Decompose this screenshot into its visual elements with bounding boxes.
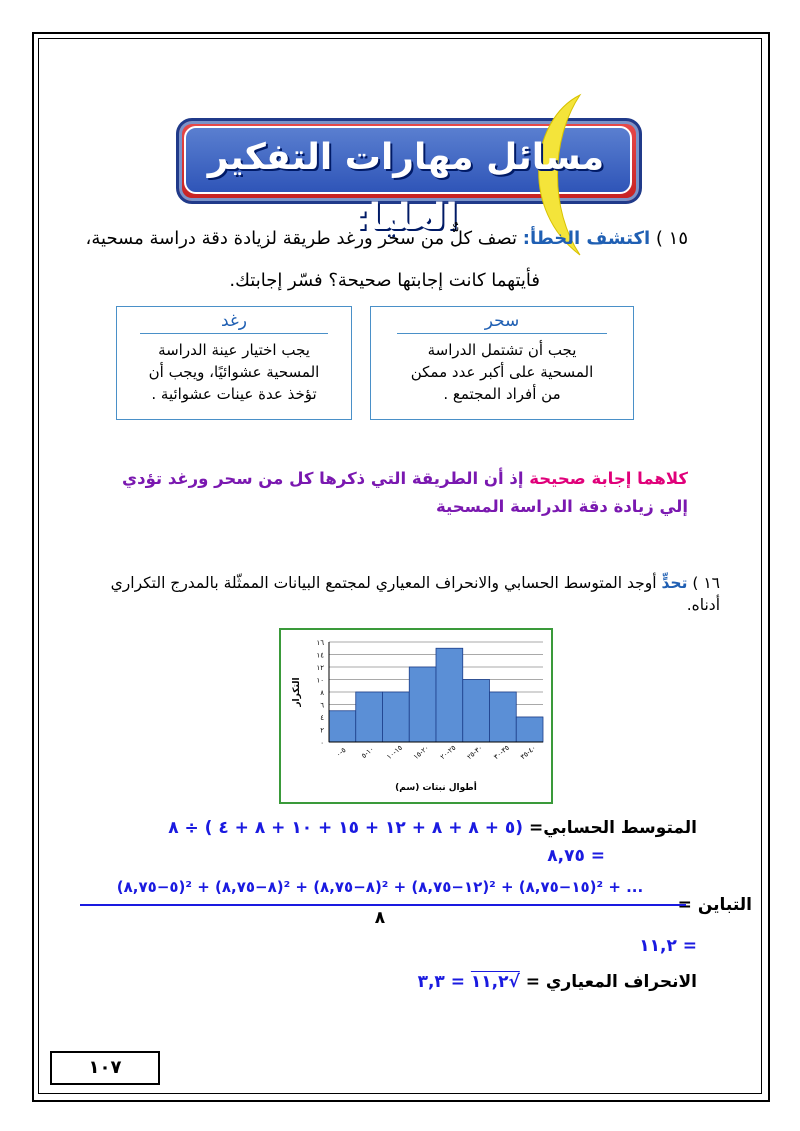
- x-tick-label: ١٠-٥: [359, 744, 376, 760]
- histogram-bar: [409, 667, 436, 742]
- answer-text-line2: إلي زيادة دقة الدراسة المسحية: [435, 497, 688, 516]
- variance-numerator: (٥−٨,٧٥)² + (٨−٨,٧٥)² + (٨−٨,٧٥)² + (١٢−٨,٧٥)² + (١٥−٨,٧٥)² + ...: [116, 878, 644, 896]
- variance-label: التباين =: [677, 895, 752, 915]
- histogram-bar: [436, 648, 463, 742]
- std-label: الانحراف المعياري =: [525, 972, 697, 992]
- x-tick-label: ٢٠-١٥: [412, 743, 431, 762]
- histogram-bar: [463, 680, 490, 743]
- y-tick-label: ٦: [320, 701, 324, 710]
- std-result: = ٣,٣: [417, 972, 465, 992]
- page-title: مسائل مهارات التفكير العليا:: [207, 137, 605, 238]
- question-label: تحدٍّ: [661, 574, 688, 592]
- y-tick-label: ٨: [320, 689, 324, 697]
- question-number: ١٦ ): [692, 574, 720, 592]
- question-16: [80, 572, 720, 616]
- y-tick-label: ١٠: [316, 676, 324, 685]
- text-line: يجب أن تشتمل الدراسة: [427, 341, 577, 359]
- answer-15: [88, 465, 688, 521]
- mean-result: = ٨,٧٥: [547, 846, 605, 866]
- histogram-bar: [356, 692, 383, 742]
- text-line: يجب اختيار عينة الدراسة: [158, 341, 310, 359]
- y-tick-label: ٤: [320, 714, 324, 722]
- x-tick-label: ٣٠-٢٥: [465, 743, 485, 762]
- variance-result: = ١١,٢: [639, 936, 697, 956]
- text-line: المسحية عشوائيًا، ويجب أن: [148, 363, 320, 381]
- y-axis-label: التكرار: [292, 677, 302, 707]
- answer-highlight: كلاهما إجابة صحيحة: [529, 469, 688, 488]
- x-axis-label: أطوال نبتات (سم): [395, 783, 477, 793]
- variance-denominator: ٨: [374, 908, 386, 928]
- mean-label: المتوسط الحسابي=: [528, 818, 697, 838]
- question-15: [86, 228, 688, 249]
- raghad-name: رغد: [220, 311, 248, 331]
- y-tick-label: ٢: [320, 726, 324, 735]
- y-tick-label: ٠: [320, 739, 324, 747]
- x-tick-label: ٥-٠: [334, 746, 348, 759]
- histogram-bar: [516, 717, 543, 742]
- histogram-frame: [279, 628, 553, 804]
- text-line: من أفراد المجتمع .: [443, 385, 561, 403]
- histogram-bar: [490, 692, 517, 742]
- x-tick-label: ٤٠-٣٥: [519, 743, 538, 762]
- x-tick-label: ٣٥-٣٠: [492, 743, 511, 762]
- text-line: تؤخذ عدة عينات عشوائية .: [151, 385, 317, 403]
- sahar-name: سحر: [484, 311, 520, 331]
- std-expression: √١١,٢: [470, 972, 520, 992]
- y-tick-label: ١٢: [316, 664, 324, 672]
- divider: [397, 333, 607, 334]
- mean-line: [168, 818, 697, 838]
- page-number: ١٠٧: [50, 1051, 160, 1085]
- fraction-bar: [80, 904, 686, 906]
- x-tick-label: ٢٥-٢٠: [438, 743, 458, 762]
- answer-text: إذ أن الطريقة التي ذكرها كل من سحر ورغد تؤدي: [121, 469, 530, 488]
- raghad-box: [116, 306, 352, 420]
- text-line: المسحية على أكبر عدد ممكن: [410, 363, 594, 381]
- sahar-box: [370, 306, 634, 420]
- question-15-line2: فأيتهما كانت إجابتها صحيحة؟ فسّر إجابتك.: [229, 270, 540, 291]
- question-text-2: أدناه.: [686, 596, 720, 614]
- x-tick-label: ١٥-١٠: [385, 743, 404, 762]
- divider: [140, 333, 327, 334]
- y-tick-label: ١٤: [316, 651, 324, 660]
- question-number: ١٥ ): [655, 228, 688, 249]
- y-tick-label: ١٦: [316, 639, 324, 647]
- mean-expression: (٥ + ٨ + ٨ + ١٢ + ١٥ + ١٠ + ٨ + ٤ ) ÷ ٨: [168, 818, 524, 838]
- sahar-text: [371, 339, 633, 405]
- histogram-bar: [383, 692, 410, 742]
- question-label: اكتشف الخطأ:: [522, 228, 651, 249]
- question-text: أوجد المتوسط الحسابي والانحراف المعياري لمجتمع البيانات الممثّلة بالمدرج التكراري: [110, 574, 657, 592]
- std-line: [418, 972, 697, 992]
- histogram-bar: [329, 711, 356, 742]
- raghad-text: [117, 339, 351, 405]
- histogram: [281, 630, 551, 802]
- question-text: تصف كلٌّ من سحر ورغد طريقة لزيادة دقة دراسة مسحية،: [85, 228, 518, 249]
